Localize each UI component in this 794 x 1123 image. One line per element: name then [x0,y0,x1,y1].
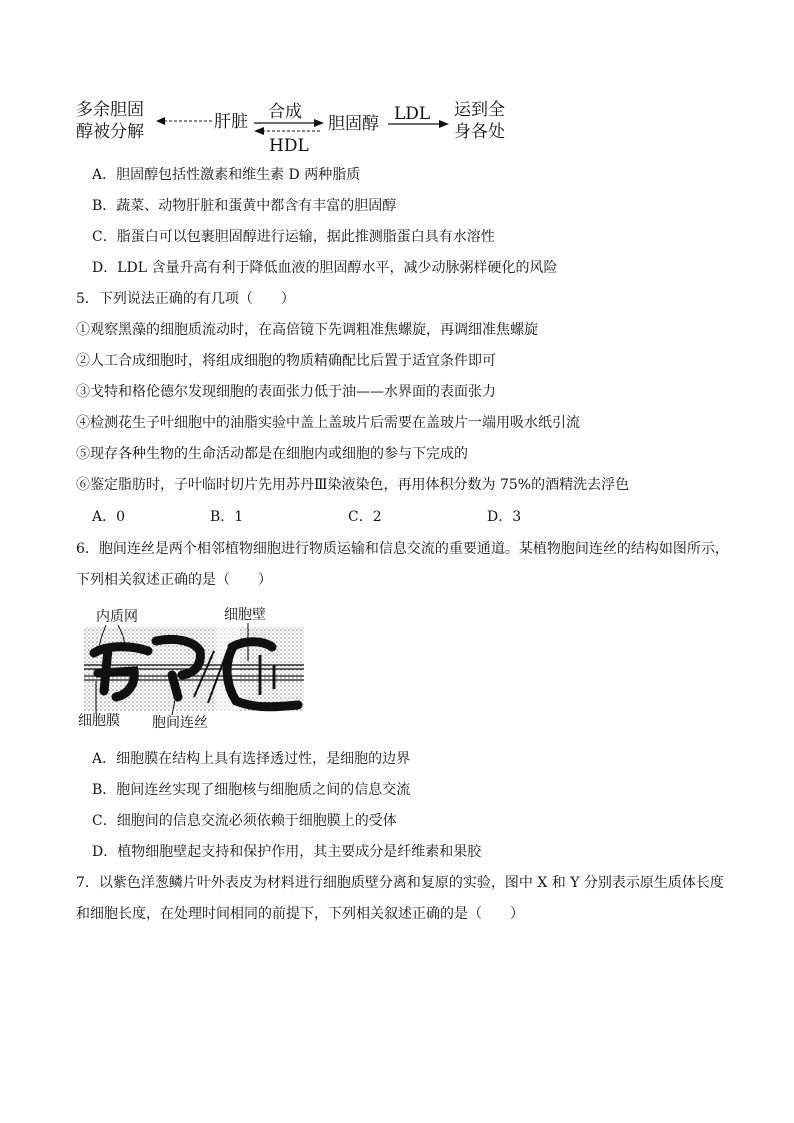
q4-option-b: B．蔬菜、动物肝脏和蛋黄中都含有丰富的胆固醇 [92,198,397,214]
q6-option-c: C．细胞间的信息交流必须依赖于细胞膜上的受体 [92,813,397,829]
q6-option-d: D．植物细胞壁起支持和保护作用，其主要成分是纤维素和果胶 [92,844,482,860]
right-label-line1: 运到全 [454,100,505,120]
cholesterol-label: 胆固醇 [328,114,379,134]
synthesis-label: 合成 [268,102,302,122]
er-label: 内质网 [96,609,138,625]
left-label-line2: 醇被分解 [76,122,144,142]
q5-item-2: ②人工合成细胞时，将组成细胞的物质精确配比后置于适宜条件即可 [76,353,496,369]
plasmodesmata-label: 胞间连丝 [152,715,208,731]
q5-item-6: ⑥鉴定脂肪时，子叶临时切片先用苏丹Ⅲ染液染色，再用体积分数为 75%的酒精洗去浮色 [76,477,630,493]
q4-option-d: D．LDL 含量升高有利于降低血液的胆固醇水平，减少动脉粥样硬化的风险 [92,260,558,276]
q5-item-5: ⑤现存各种生物的生命活动都是在细胞内或细胞的参与下完成的 [76,446,468,462]
q5-item-1: ①观察黑藻的细胞质流动时，在高倍镜下先调粗准焦螺旋，再调细准焦螺旋 [76,322,538,338]
q4-option-a: A．胆固醇包括性激素和维生素 D 两种脂质 [92,167,361,183]
q7-stem-line2: 和细胞长度，在处理时间相同的前提下，下列相关叙述正确的是（ ） [76,906,524,922]
q5-choice-b: B．1 [210,509,244,525]
ldl-label: LDL [394,104,431,124]
q6-option-a: A．细胞膜在结构上具有选择透过性，是细胞的边界 [92,751,411,767]
q7-stem-line1: 7．以紫色洋葱鳞片叶外表皮为材料进行细胞质壁分离和复原的实验，图中 X 和 Y 分别表示原生质体长度 [76,875,724,891]
q4-option-c: C．脂蛋白可以包裹胆固醇进行运输，据此推测脂蛋白具有水溶性 [92,229,495,245]
cell-wall-label: 细胞壁 [224,607,266,623]
membrane-label: 细胞膜 [78,713,120,729]
cholesterol-pathway-diagram [76,100,526,160]
q5-item-3: ③戈特和格伦德尔发现细胞的表面张力低于油——水界面的表面张力 [76,384,496,400]
q5-choice-a: A．0 [92,509,126,525]
q6-stem-line2: 下列相关叙述正确的是（ ） [76,572,272,588]
q5-item-4: ④检测花生子叶细胞中的油脂实验中盖上盖玻片后需要在盖玻片一端用吸水纸引流 [76,415,580,431]
q5-stem: 5．下列说法正确的有几项（ ） [76,291,295,307]
q6-option-b: B．胞间连丝实现了细胞核与细胞质之间的信息交流 [92,782,411,798]
q5-choice-d: D．3 [487,509,522,525]
q6-stem-line1: 6．胞间连丝是两个相邻植物细胞进行物质运输和信息交流的重要通道。某植物胞间连丝的结构如图所示， [76,541,729,557]
q5-choice-c: C．2 [348,509,382,525]
hdl-label: HDL [269,136,309,156]
left-label-line1: 多余胆固 [76,100,144,120]
liver-label: 肝脏 [214,112,248,132]
plasmodesmata-diagram [76,605,316,730]
right-label-line2: 身各处 [454,122,505,142]
